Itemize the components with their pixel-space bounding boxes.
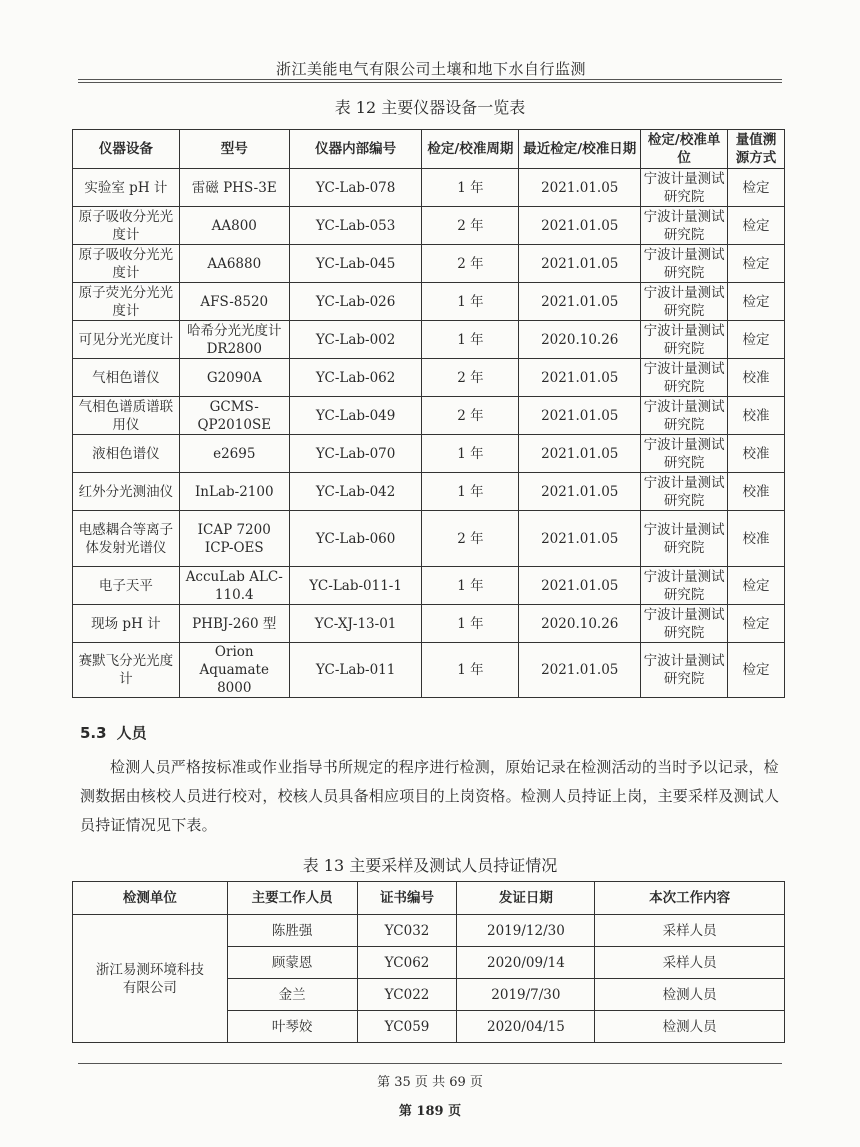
table-cell: 原子吸收分光光度计 — [73, 245, 180, 283]
table-cell: 1 年 — [422, 567, 519, 605]
table-cell: 2021.01.05 — [519, 473, 641, 511]
table-cell: 顾蒙恩 — [227, 947, 357, 979]
table-cell: 2 年 — [422, 397, 519, 435]
table-cell: 哈希分光光度计 DR2800 — [179, 321, 289, 359]
table-cell: 宁波计量测试研究院 — [641, 321, 728, 359]
table-cell: YC-Lab-011 — [289, 643, 422, 698]
table-row — [73, 473, 785, 511]
table-cell: YC059 — [357, 1011, 457, 1043]
table-cell: 2021.01.05 — [519, 435, 641, 473]
section-number: 5.3 — [80, 724, 107, 742]
table-cell: 2 年 — [422, 207, 519, 245]
table-cell: 赛默飞分光光度计 — [73, 643, 180, 698]
column-header: 型号 — [179, 130, 289, 169]
global-page-number: 第 189 页 — [398, 1104, 462, 1119]
table-cell: 1 年 — [422, 169, 519, 207]
table-row — [73, 359, 785, 397]
column-header: 仪器内部编号 — [289, 130, 422, 169]
column-header: 主要工作人员 — [227, 882, 357, 915]
table-cell: PHBJ-260 型 — [179, 605, 289, 643]
table-cell: 2021.01.05 — [519, 169, 641, 207]
table-cell: 采样人员 — [595, 915, 785, 947]
personnel-table — [72, 881, 785, 1043]
table-cell: 宁波计量测试研究院 — [641, 207, 728, 245]
column-header: 发证日期 — [457, 882, 595, 915]
table-cell: YC-Lab-070 — [289, 435, 422, 473]
table-cell: 2019/12/30 — [457, 915, 595, 947]
table-cell: AA800 — [179, 207, 289, 245]
column-header: 检定/校准周期 — [422, 130, 519, 169]
table-cell: 检测人员 — [595, 1011, 785, 1043]
table-row — [73, 283, 785, 321]
table-cell: 原子荧光分光光度计 — [73, 283, 180, 321]
footer-rule — [78, 1063, 782, 1064]
table-cell: 电子天平 — [73, 567, 180, 605]
table-cell: YC062 — [357, 947, 457, 979]
table-cell: YC-Lab-062 — [289, 359, 422, 397]
table-cell: 2021.01.05 — [519, 511, 641, 567]
table-cell: 1 年 — [422, 321, 519, 359]
table-cell: 宁波计量测试研究院 — [641, 511, 728, 567]
table-cell: 采样人员 — [595, 947, 785, 979]
table-cell: YC-Lab-078 — [289, 169, 422, 207]
table-cell: 2019/7/30 — [457, 979, 595, 1011]
column-header: 检测单位 — [73, 882, 228, 915]
table-cell: 宁波计量测试研究院 — [641, 245, 728, 283]
table-cell: YC-Lab-002 — [289, 321, 422, 359]
table-cell: 宁波计量测试研究院 — [641, 567, 728, 605]
column-header: 量值溯源方式 — [728, 130, 785, 169]
table-cell: GCMS-QP2010SE — [179, 397, 289, 435]
table-cell: InLab-2100 — [179, 473, 289, 511]
table12-caption: 表 12 主要仪器设备一览表 — [334, 98, 526, 117]
table-cell: 检定 — [728, 169, 785, 207]
table-cell: 宁波计量测试研究院 — [641, 643, 728, 698]
table-cell: 原子吸收分光光度计 — [73, 207, 180, 245]
table-cell: 2021.01.05 — [519, 207, 641, 245]
table-cell: 2021.01.05 — [519, 567, 641, 605]
table-cell: 1 年 — [422, 605, 519, 643]
table-cell: 1 年 — [422, 435, 519, 473]
table-row — [73, 207, 785, 245]
table-cell: YC-Lab-011-1 — [289, 567, 422, 605]
table-cell: 电感耦合等离子体发射光谱仪 — [73, 511, 180, 567]
table-cell: 雷磁 PHS-3E — [179, 169, 289, 207]
table-header-row — [73, 130, 785, 169]
column-header: 证书编号 — [357, 882, 457, 915]
table-cell: YC-Lab-042 — [289, 473, 422, 511]
table-cell: YC032 — [357, 915, 457, 947]
table-cell: 2021.01.05 — [519, 643, 641, 698]
table-cell: G2090A — [179, 359, 289, 397]
table-cell: 宁波计量测试研究院 — [641, 605, 728, 643]
table-cell: 2 年 — [422, 245, 519, 283]
table-cell: 检定 — [728, 245, 785, 283]
column-header: 仪器设备 — [73, 130, 180, 169]
table-cell: 2 年 — [422, 511, 519, 567]
table-cell: 校准 — [728, 397, 785, 435]
body-paragraph: 检测人员严格按标准或作业指导书所规定的程序进行检测，原始记录在检测活动的当时予以记录，检测数据由核校人员进行校对，校核人员具备相应项目的上岗资格。检测人员持证上岗，主要采样及测试人员持证情况见下表。 — [80, 758, 780, 834]
table-cell: 检定 — [728, 207, 785, 245]
table-row — [73, 643, 785, 698]
table-row — [73, 605, 785, 643]
table-cell: 液相色谱仪 — [73, 435, 180, 473]
table-cell: 宁波计量测试研究院 — [641, 435, 728, 473]
table-cell: 宁波计量测试研究院 — [641, 283, 728, 321]
table-cell: 宁波计量测试研究院 — [641, 169, 728, 207]
table-cell: YC-Lab-053 — [289, 207, 422, 245]
table-cell: 气相色谱仪 — [73, 359, 180, 397]
table-cell: 校准 — [728, 473, 785, 511]
table-cell: YC-XJ-13-01 — [289, 605, 422, 643]
table-cell: AA6880 — [179, 245, 289, 283]
table-cell: 宁波计量测试研究院 — [641, 473, 728, 511]
table-header-row — [73, 882, 785, 915]
table-cell: 检定 — [728, 567, 785, 605]
table-cell: AFS-8520 — [179, 283, 289, 321]
table-row — [73, 321, 785, 359]
table-cell: 2020.10.26 — [519, 321, 641, 359]
table-cell: 校准 — [728, 359, 785, 397]
table-cell: Orion Aquamate 8000 — [179, 643, 289, 698]
table-cell: 检定 — [728, 643, 785, 698]
unit-cell: 浙江易测环境科技有限公司 — [73, 915, 228, 1043]
table-cell: 2021.01.05 — [519, 283, 641, 321]
table-cell: 2020/04/15 — [457, 1011, 595, 1043]
table-cell: 1 年 — [422, 283, 519, 321]
table-cell: 2020.10.26 — [519, 605, 641, 643]
table-cell: YC-Lab-060 — [289, 511, 422, 567]
column-header: 检定/校准单位 — [641, 130, 728, 169]
table-cell: AccuLab ALC-110.4 — [179, 567, 289, 605]
table-cell: e2695 — [179, 435, 289, 473]
table-cell: YC-Lab-049 — [289, 397, 422, 435]
table-cell: 宁波计量测试研究院 — [641, 397, 728, 435]
header-rule — [78, 79, 782, 83]
table-cell: 检定 — [728, 321, 785, 359]
table-cell: 检定 — [728, 605, 785, 643]
table-row — [73, 169, 785, 207]
table-row — [73, 511, 785, 567]
table-cell: 2021.01.05 — [519, 245, 641, 283]
table-cell: 2021.01.05 — [519, 359, 641, 397]
table-cell: 叶琴姣 — [227, 1011, 357, 1043]
page-number: 第 35 页 共 69 页 — [377, 1075, 483, 1090]
table-cell: 2020/09/14 — [457, 947, 595, 979]
column-header: 本次工作内容 — [595, 882, 785, 915]
table-cell: YC-Lab-026 — [289, 283, 422, 321]
table-cell: 1 年 — [422, 473, 519, 511]
column-header: 最近检定/校准日期 — [519, 130, 641, 169]
section-heading — [80, 722, 157, 743]
table-cell: YC022 — [357, 979, 457, 1011]
table-cell: 2021.01.05 — [519, 397, 641, 435]
table-cell: ICAP 7200 ICP-OES — [179, 511, 289, 567]
table-row — [73, 915, 785, 947]
section-title: 人员 — [116, 724, 147, 742]
table13-caption: 表 13 主要采样及测试人员持证情况 — [302, 856, 558, 875]
table-cell: 实验室 pH 计 — [73, 169, 180, 207]
table-row — [73, 435, 785, 473]
table-cell: YC-Lab-045 — [289, 245, 422, 283]
table-cell: 2 年 — [422, 359, 519, 397]
table-cell: 校准 — [728, 511, 785, 567]
table-cell: 红外分光测油仪 — [73, 473, 180, 511]
table-row — [73, 567, 785, 605]
table-cell: 1 年 — [422, 643, 519, 698]
table-cell: 现场 pH 计 — [73, 605, 180, 643]
table-cell: 检测人员 — [595, 979, 785, 1011]
table-cell: 陈胜强 — [227, 915, 357, 947]
table-cell: 检定 — [728, 283, 785, 321]
table-row — [73, 245, 785, 283]
table-cell: 气相色谱质谱联用仪 — [73, 397, 180, 435]
table-cell: 可见分光光度计 — [73, 321, 180, 359]
document-header: 浙江美能电气有限公司土壤和地下水自行监测 — [275, 60, 586, 78]
table-row — [73, 397, 785, 435]
table-cell: 校准 — [728, 435, 785, 473]
instrument-table — [72, 129, 785, 698]
table-cell: 宁波计量测试研究院 — [641, 359, 728, 397]
table-cell: 金兰 — [227, 979, 357, 1011]
